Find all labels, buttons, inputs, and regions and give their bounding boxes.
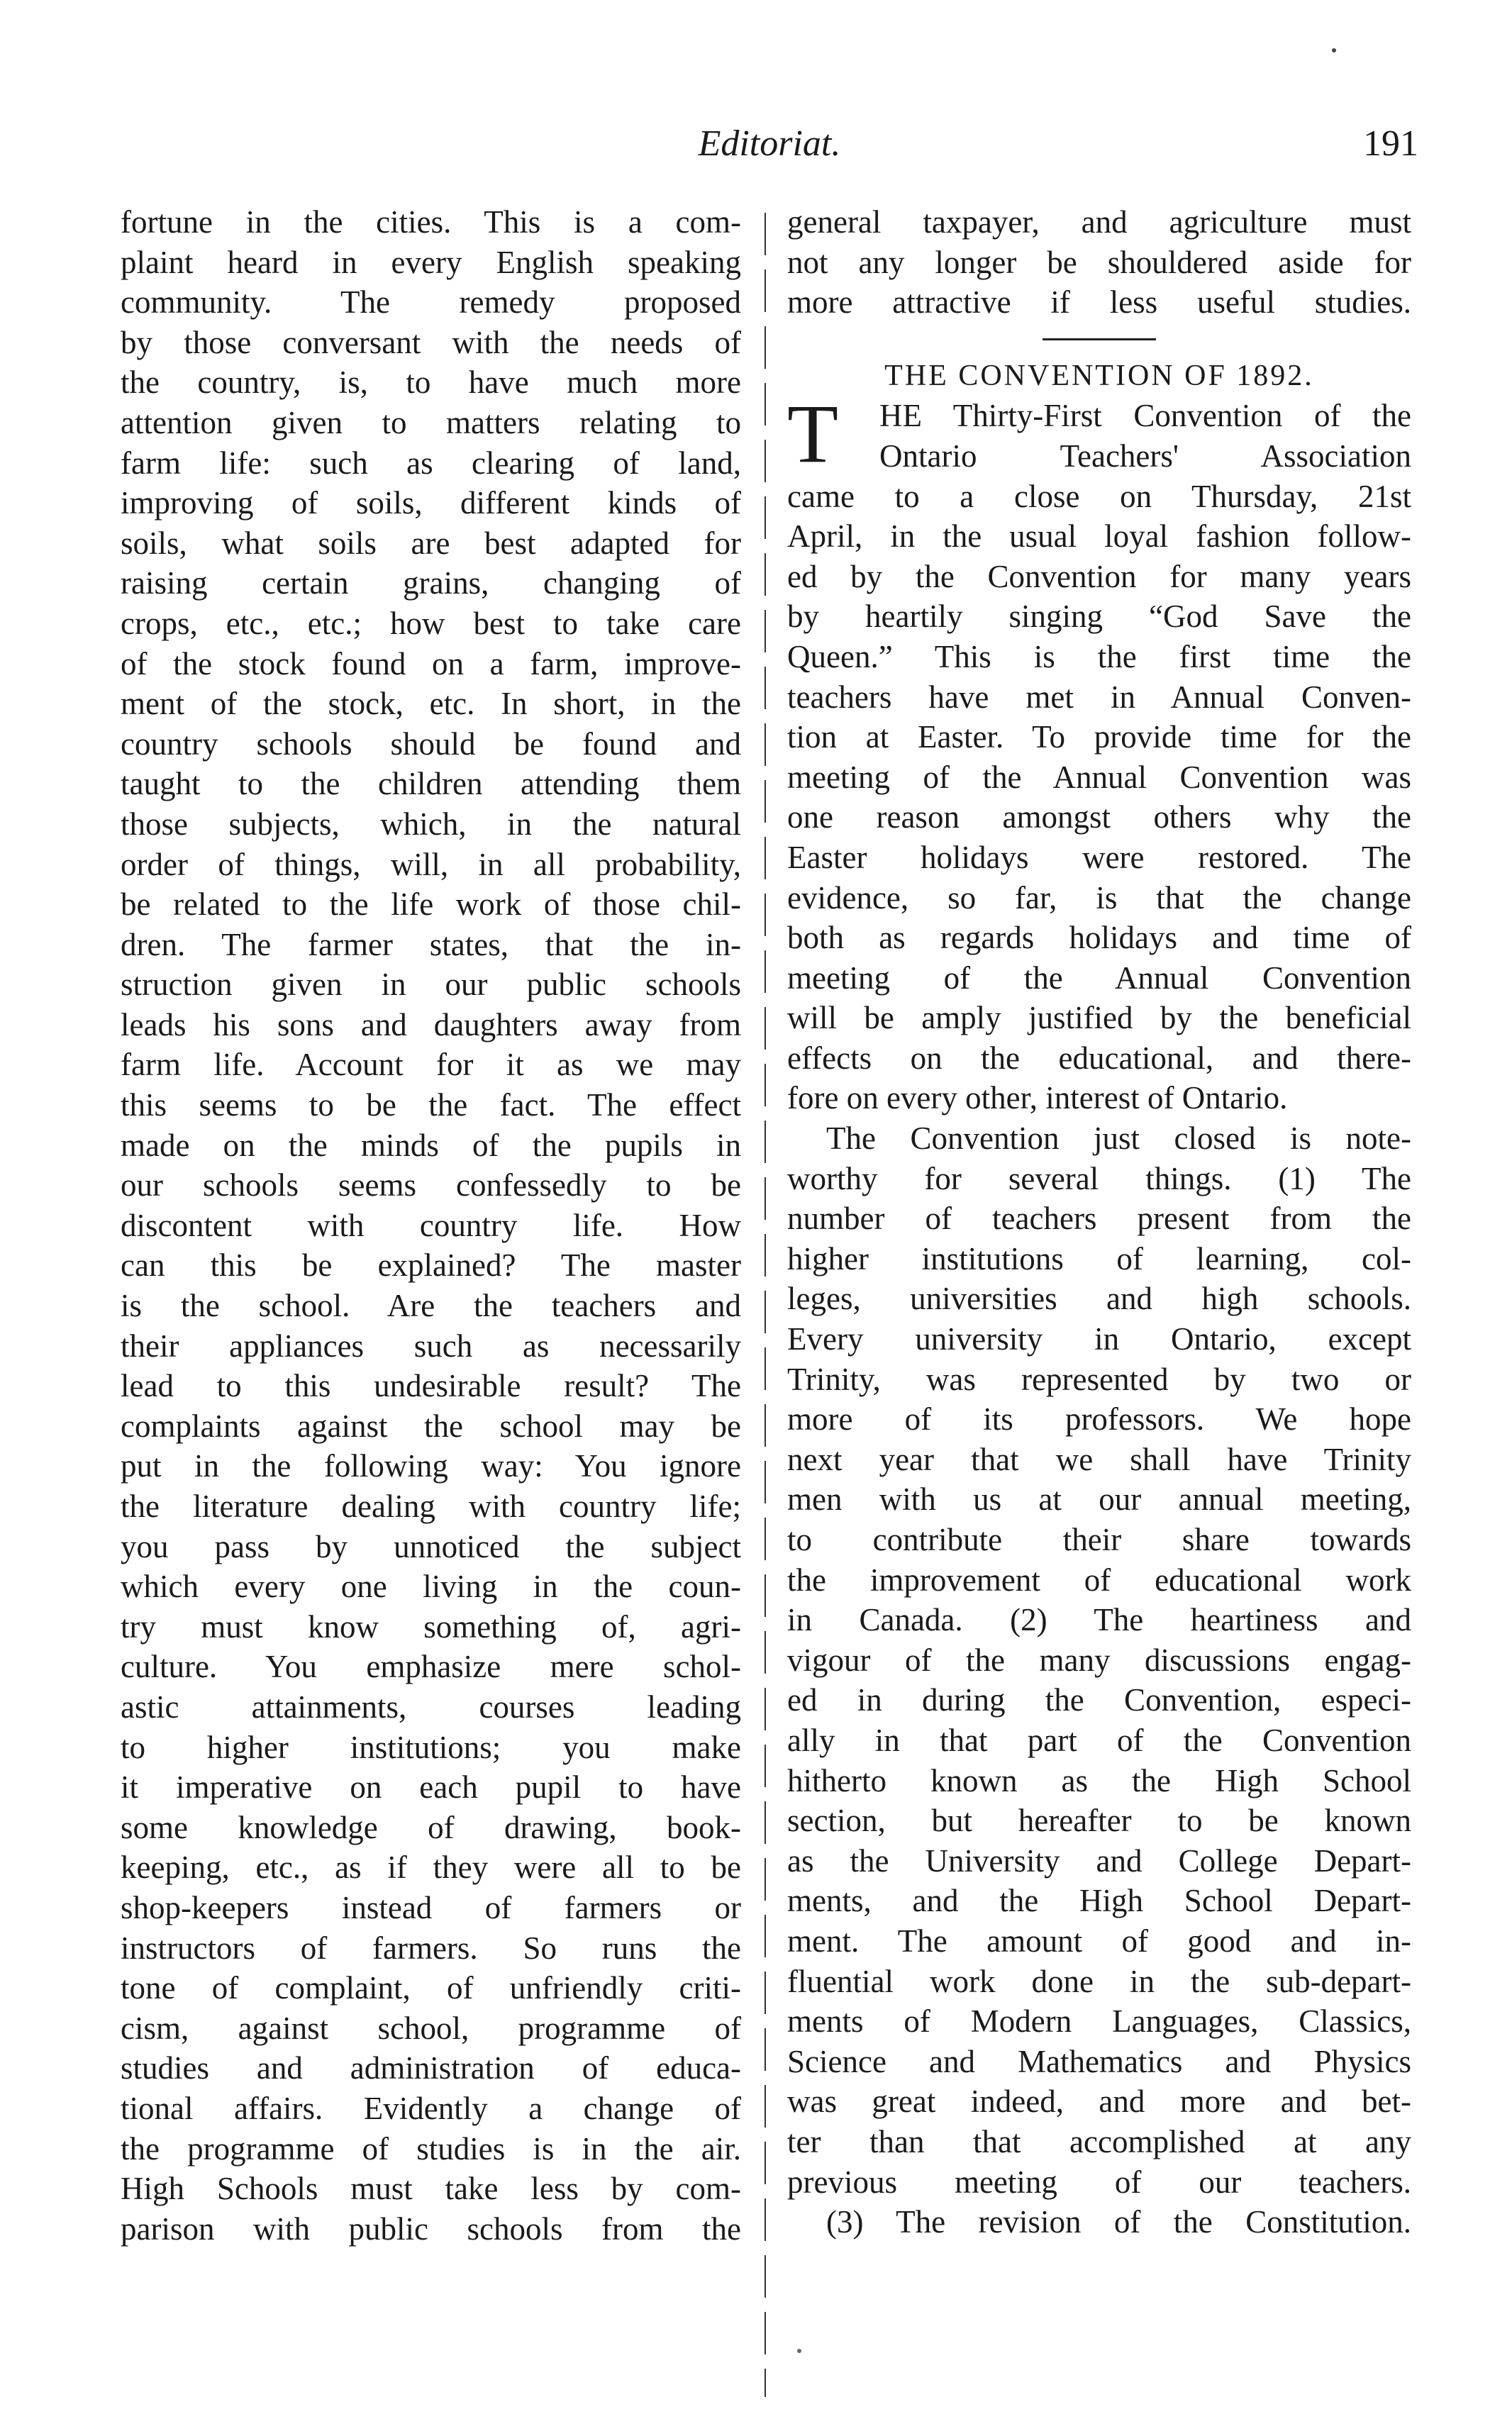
text-line: general taxpayer, and agriculture must bbox=[787, 204, 1411, 240]
text-line: Easter holidays were restored. The bbox=[787, 839, 1411, 875]
column-divider bbox=[765, 213, 766, 2397]
text-line: community. The remedy proposed bbox=[121, 284, 741, 321]
text-line: tional affairs. Evidently a change of bbox=[121, 2090, 741, 2126]
text-line: ments, and the High School Depart- bbox=[787, 1883, 1411, 1919]
text-line: Science and Mathematics and Physics bbox=[787, 2043, 1411, 2079]
text-line: in Canada. (2) The heartiness and bbox=[787, 1602, 1411, 1638]
text-line: by those conversant with the needs of bbox=[121, 324, 741, 360]
dropcap-block bbox=[787, 387, 1411, 481]
text-line: of the stock found on a farm, improve- bbox=[121, 645, 741, 682]
text-line: ments of Modern Languages, Classics, bbox=[787, 2003, 1411, 2040]
text-line: lead to this undesirable result? The bbox=[121, 1368, 741, 1404]
text-line: effects on the educational, and there- bbox=[787, 1040, 1411, 1076]
text-line: came to a close on Thursday, 21st bbox=[787, 478, 1411, 514]
text-line: more attractive if less useful studies. bbox=[787, 284, 1411, 321]
page-number: 191 bbox=[1363, 123, 1418, 164]
text-line: struction given in our public schools bbox=[121, 967, 741, 1003]
text-line: be related to the life work of those chil- bbox=[121, 886, 741, 923]
text-line: hitherto known as the High School bbox=[787, 1762, 1411, 1798]
text-line: to higher institutions; you make bbox=[121, 1729, 741, 1765]
section-divider bbox=[1043, 338, 1156, 340]
text-line: HE Thirty-First Convention of the bbox=[879, 398, 1411, 434]
text-line: shop-keepers instead of farmers or bbox=[121, 1889, 741, 1925]
text-line: higher institutions of learning, col- bbox=[787, 1240, 1411, 1277]
text-line: try must know something of, agri- bbox=[121, 1608, 741, 1645]
text-line: improving of soils, different kinds of bbox=[121, 485, 741, 521]
text-line: order of things, will, in all probability, bbox=[121, 846, 741, 882]
text-line: those subjects, which, in the natural bbox=[121, 806, 741, 842]
text-line: Trinity, was represented by two or bbox=[787, 1361, 1411, 1397]
text-line: discontent with country life. How bbox=[121, 1207, 741, 1243]
text-line: (3) The revision of the Constitution. bbox=[826, 2204, 1411, 2240]
text-line: can this be explained? The master bbox=[121, 1247, 741, 1284]
text-line: culture. You emphasize mere schol- bbox=[121, 1649, 741, 1685]
text-line: next year that we shall have Trinity bbox=[787, 1441, 1411, 1477]
text-line: made on the minds of the pupils in bbox=[121, 1127, 741, 1163]
text-line: is the school. Are the teachers and bbox=[121, 1288, 741, 1324]
text-line: men with us at our annual meeting, bbox=[787, 1481, 1411, 1518]
text-line: dren. The farmer states, that the in- bbox=[121, 926, 741, 962]
text-line: as the University and College Depart- bbox=[787, 1842, 1411, 1879]
text-line: the literature dealing with country life; bbox=[121, 1489, 741, 1524]
text-line: attention given to matters relating to bbox=[121, 404, 741, 440]
ink-speck bbox=[1332, 48, 1336, 52]
text-line: ment of the stock, etc. In short, in the bbox=[121, 686, 741, 722]
text-line: leges, universities and high schools. bbox=[787, 1281, 1411, 1317]
text-line: High Schools must take less by com- bbox=[121, 2171, 741, 2207]
dropcap-letter: T bbox=[787, 387, 839, 481]
text-line: our schools seems confessedly to be bbox=[121, 1167, 741, 1203]
text-line: you pass by unnoticed the subject bbox=[121, 1528, 741, 1564]
text-line: their appliances such as necessarily bbox=[121, 1328, 741, 1364]
text-line: section, but hereafter to be known bbox=[787, 1803, 1411, 1839]
text-line: astic attainments, courses leading bbox=[121, 1689, 741, 1725]
running-head bbox=[121, 119, 1418, 169]
text-line: put in the following way: You ignore bbox=[121, 1448, 741, 1484]
text-line: Ontario Teachers' Association bbox=[879, 438, 1411, 474]
text-line: complaints against the school may be bbox=[121, 1408, 741, 1444]
running-title: Editoriat. bbox=[698, 123, 841, 164]
text-line: ed in during the Convention, especi- bbox=[787, 1682, 1411, 1718]
text-line: the country, is, to have much more bbox=[121, 365, 741, 401]
text-line: April, in the usual loyal fashion follow- bbox=[787, 518, 1411, 555]
text-line: soils, what soils are best adapted for bbox=[121, 525, 741, 561]
text-line: one reason amongst others why the bbox=[787, 799, 1411, 835]
text-line: leads his sons and daughters away from bbox=[121, 1006, 741, 1042]
text-line: not any longer be shouldered aside for bbox=[787, 244, 1411, 280]
text-line: ter than that accomplished at any bbox=[787, 2123, 1411, 2159]
text-line: country schools should be found and bbox=[121, 725, 741, 762]
text-line: more of its professors. We hope bbox=[787, 1401, 1411, 1438]
text-line: teachers have met in Annual Conven- bbox=[787, 679, 1411, 715]
text-line: farm life. Account for it as we may bbox=[121, 1047, 741, 1083]
section-heading: THE CONVENTION OF 1892. bbox=[884, 359, 1314, 392]
text-line: crops, etc., etc.; how best to take care bbox=[121, 605, 741, 641]
text-line: number of teachers present from the bbox=[787, 1201, 1411, 1237]
text-line: instructors of farmers. So runs the bbox=[121, 1930, 741, 1966]
text-line: which every one living in the coun- bbox=[121, 1569, 741, 1605]
text-line: by heartily singing “God Save the bbox=[787, 599, 1411, 635]
right-column bbox=[787, 202, 1411, 2242]
text-line: it imperative on each pupil to have bbox=[121, 1769, 741, 1806]
text-line: both as regards holidays and time of bbox=[787, 920, 1411, 956]
text-line: meeting of the Annual Convention was bbox=[787, 759, 1411, 795]
text-line: ed by the Convention for many years bbox=[787, 558, 1411, 594]
text-line: previous meeting of our teachers. bbox=[787, 2164, 1411, 2200]
ink-speck bbox=[797, 2349, 801, 2353]
text-line: farm life: such as clearing of land, bbox=[121, 445, 741, 481]
text-line: studies and administration of educa- bbox=[121, 2050, 741, 2086]
text-line: evidence, so far, is that the change bbox=[787, 879, 1411, 916]
text-line: fortune in the cities. This is a com- bbox=[121, 204, 741, 240]
text-line: fore on every other, interest of Ontario. bbox=[787, 1080, 1288, 1116]
text-line: The Convention just closed is note- bbox=[826, 1120, 1411, 1157]
text-line: fluential work done in the sub-depart- bbox=[787, 1963, 1411, 1999]
text-line: some knowledge of drawing, book- bbox=[121, 1809, 741, 1845]
left-column bbox=[121, 202, 741, 2249]
text-line: this seems to be the fact. The effect bbox=[121, 1087, 741, 1123]
text-line: taught to the children attending them bbox=[121, 766, 741, 802]
text-line: to contribute their share towards bbox=[787, 1522, 1411, 1557]
text-line: ment. The amount of good and in- bbox=[787, 1923, 1411, 1959]
text-line: meeting of the Annual Convention bbox=[787, 960, 1411, 996]
text-line: tone of complaint, of unfriendly criti- bbox=[121, 1970, 741, 2006]
text-line: plaint heard in every English speaking bbox=[121, 244, 741, 280]
text-line: the improvement of educational work bbox=[787, 1562, 1411, 1598]
text-line: the programme of studies is in the air. bbox=[121, 2130, 741, 2167]
text-line: will be amply justified by the beneficial bbox=[787, 1000, 1411, 1036]
text-line: Queen.” This is the first time the bbox=[787, 638, 1411, 674]
text-line: tion at Easter. To provide time for the bbox=[787, 719, 1411, 755]
text-line: vigour of the many discussions engag- bbox=[787, 1642, 1411, 1678]
text-line: raising certain grains, changing of bbox=[121, 565, 741, 601]
text-line: Every university in Ontario, except bbox=[787, 1321, 1411, 1357]
text-line: was great indeed, and more and bet- bbox=[787, 2084, 1411, 2120]
text-line: keeping, etc., as if they were all to be bbox=[121, 1850, 741, 1886]
text-line: worthy for several things. (1) The bbox=[787, 1160, 1411, 1196]
text-line: ally in that part of the Convention bbox=[787, 1722, 1411, 1758]
text-line: cism, against school, programme of bbox=[121, 2010, 741, 2046]
text-line: parison with public schools from the bbox=[121, 2211, 741, 2247]
